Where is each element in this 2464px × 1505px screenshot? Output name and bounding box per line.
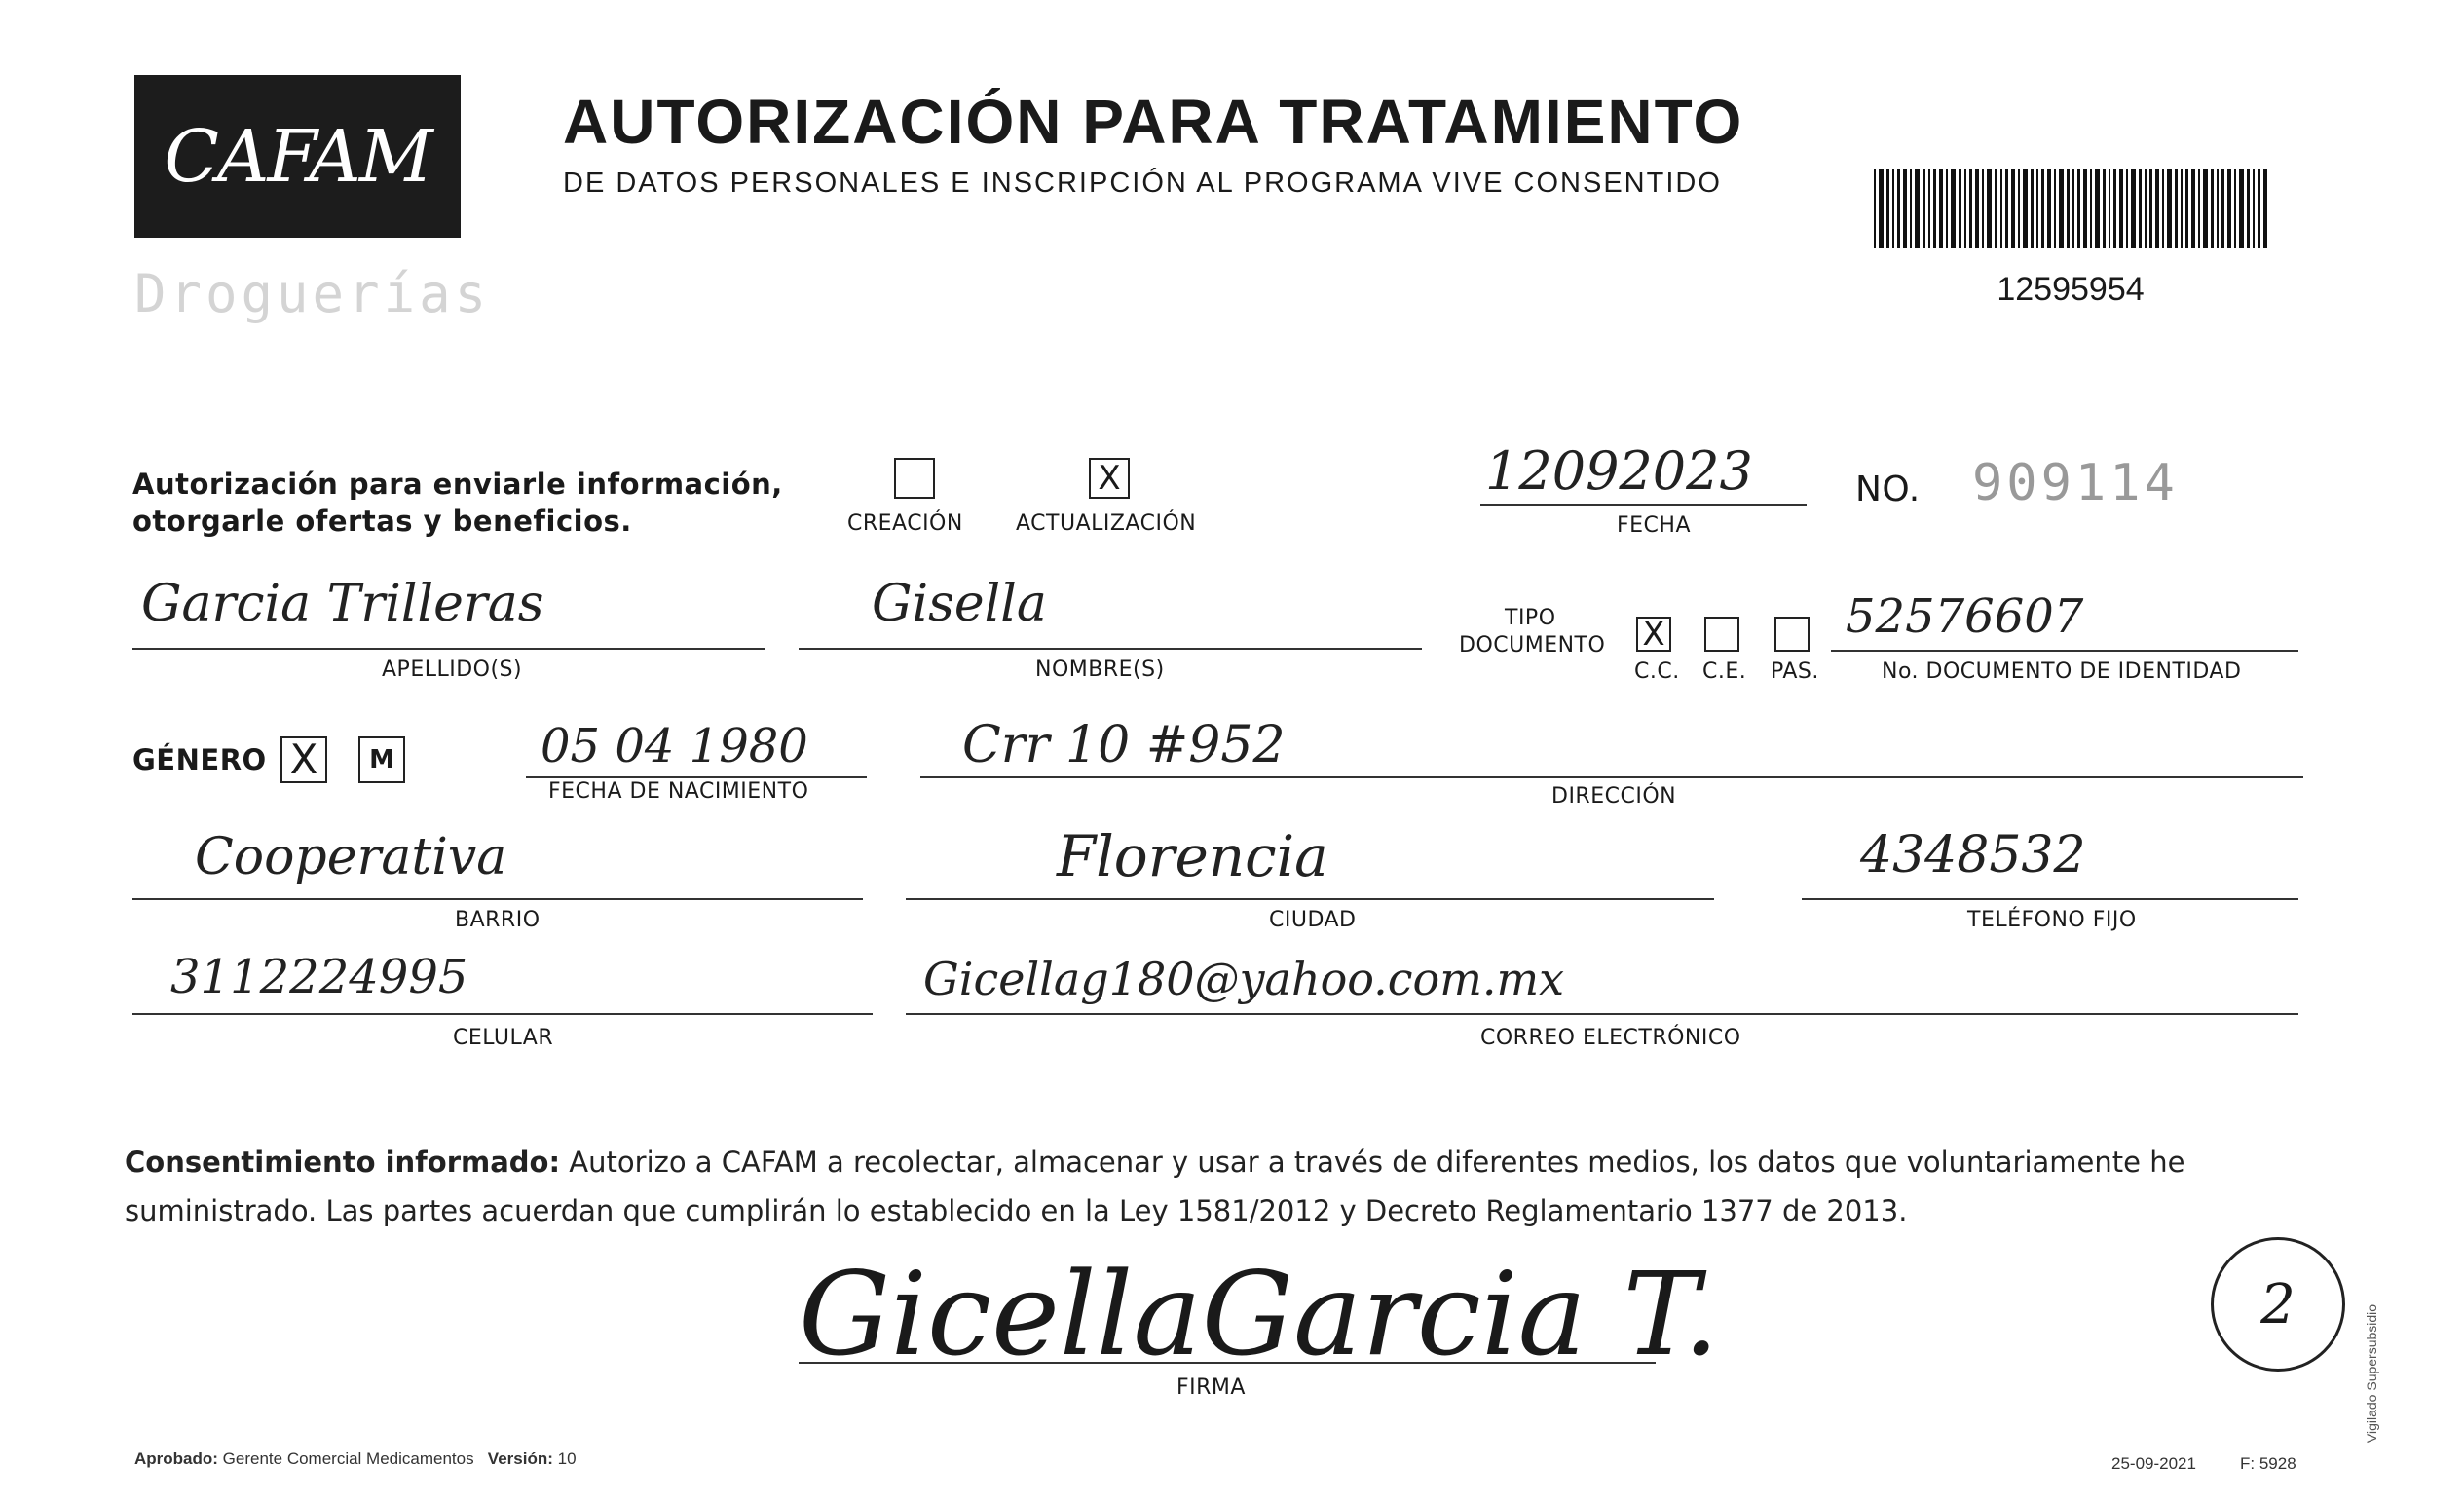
actualizacion-checkbox[interactable]: X [1089, 458, 1130, 499]
side-text: Vigilado Supersubsidio [2364, 1303, 2379, 1444]
correo-label: CORREO ELECTRÓNICO [1480, 1026, 1741, 1050]
side-vertical-text [2352, 1266, 2391, 1481]
barrio-line [132, 898, 863, 900]
cc-checkbox[interactable]: X [1636, 617, 1671, 652]
pas-label: PAS. [1771, 659, 1819, 684]
consent-text: Autorizo a CAFAM a recolectar, almacenar y usar a través de diferentes medios, los datos que voluntariamente he suministrado. Las partes acuerdan que cumplirán lo establecido en la Ley 1581/2012 y Decreto Reglamentario 1377 de 2013. [125, 1146, 2185, 1227]
barcode-number: 12595954 [1997, 271, 2145, 308]
genero-label: GÉNERO [132, 743, 267, 776]
barrio-label: BARRIO [455, 908, 541, 932]
genero-f-checkbox[interactable]: X [280, 736, 327, 783]
ciudad-value[interactable]: Florencia [1057, 823, 1328, 889]
celular-line [132, 1013, 873, 1015]
documento-label: No. DOCUMENTO DE IDENTIDAD [1882, 659, 2242, 684]
footer-aprobado: Aprobado: Gerente Comercial Medicamentos Versión: 10 [134, 1449, 577, 1468]
form-title: AUTORIZACIÓN PARA TRATAMIENTO [563, 87, 1744, 157]
tipo-label-1: TIPO [1505, 606, 1556, 630]
drogerias-sublogo: Droguerías [134, 263, 491, 324]
circle-mark: 2 [2211, 1237, 2345, 1372]
documento-line [1831, 650, 2298, 652]
creacion-label: CREACIÓN [847, 511, 963, 536]
consent-paragraph [125, 1138, 2365, 1235]
fecha-value[interactable]: 12092023 [1485, 440, 1753, 502]
barrio-value[interactable]: Cooperativa [195, 828, 507, 886]
signature-label: FIRMA [1176, 1375, 1246, 1400]
genero-m-checkbox[interactable]: M [358, 736, 405, 783]
no-label: NO. [1855, 470, 1921, 509]
creacion-checkbox[interactable] [894, 458, 935, 499]
nacimiento-line [526, 776, 867, 778]
correo-line [906, 1013, 2298, 1015]
direccion-line [920, 776, 2303, 778]
ce-checkbox[interactable] [1704, 617, 1739, 652]
telefono-label: TELÉFONO FIJO [1967, 908, 2137, 932]
cafam-logo: CAFAM [134, 75, 461, 238]
tipo-label-2: DOCUMENTO [1459, 633, 1606, 658]
cc-label: C.C. [1634, 659, 1680, 684]
signature-line [799, 1362, 1656, 1364]
auth-text-line2: otorgarle ofertas y beneficios. [132, 505, 632, 538]
signature[interactable]: GicellaGarcia T. [799, 1247, 1720, 1381]
ciudad-line [906, 898, 1714, 900]
fecha-label: FECHA [1617, 513, 1692, 538]
pas-checkbox[interactable] [1774, 617, 1810, 652]
no-value: 909114 [1972, 454, 2179, 512]
celular-label: CELULAR [453, 1026, 554, 1050]
nombre-line [799, 648, 1422, 650]
documento-value[interactable]: 52576607 [1846, 589, 2084, 644]
auth-text-line1: Autorización para enviarle información, [132, 468, 783, 501]
nacimiento-label: FECHA DE NACIMIENTO [548, 779, 809, 804]
celular-value[interactable]: 3112224995 [170, 950, 468, 1004]
nombre-value[interactable]: Gisella [872, 575, 1047, 633]
form-subtitle: DE DATOS PERSONALES E INSCRIPCIÓN AL PROGRAMA VIVE CONSENTIDO [563, 168, 1722, 199]
correo-value[interactable]: Gicellag180@yahoo.com.mx [923, 953, 1565, 1005]
footer-date-code: 25-09-2021 [2111, 1454, 2196, 1473]
nombre-label: NOMBRE(S) [1035, 658, 1165, 682]
barcode [1874, 169, 2267, 248]
telefono-line [1802, 898, 2298, 900]
telefono-value[interactable]: 4348532 [1860, 826, 2086, 884]
apellido-line [132, 648, 765, 650]
direccion-label: DIRECCIÓN [1551, 784, 1677, 809]
ciudad-label: CIUDAD [1269, 908, 1357, 932]
consent-title: Consentimiento informado: [125, 1146, 561, 1179]
nacimiento-value[interactable]: 05 04 1980 [541, 719, 808, 773]
ce-label: C.E. [1702, 659, 1747, 684]
footer-form-code: F: 5928 [2240, 1454, 2296, 1473]
apellido-value[interactable]: Garcia Trilleras [141, 575, 544, 633]
fecha-line [1480, 504, 1807, 506]
apellido-label: APELLIDO(S) [382, 658, 523, 682]
direccion-value[interactable]: Crr 10 #952 [962, 716, 1286, 774]
actualizacion-label: ACTUALIZACIÓN [1016, 511, 1197, 536]
